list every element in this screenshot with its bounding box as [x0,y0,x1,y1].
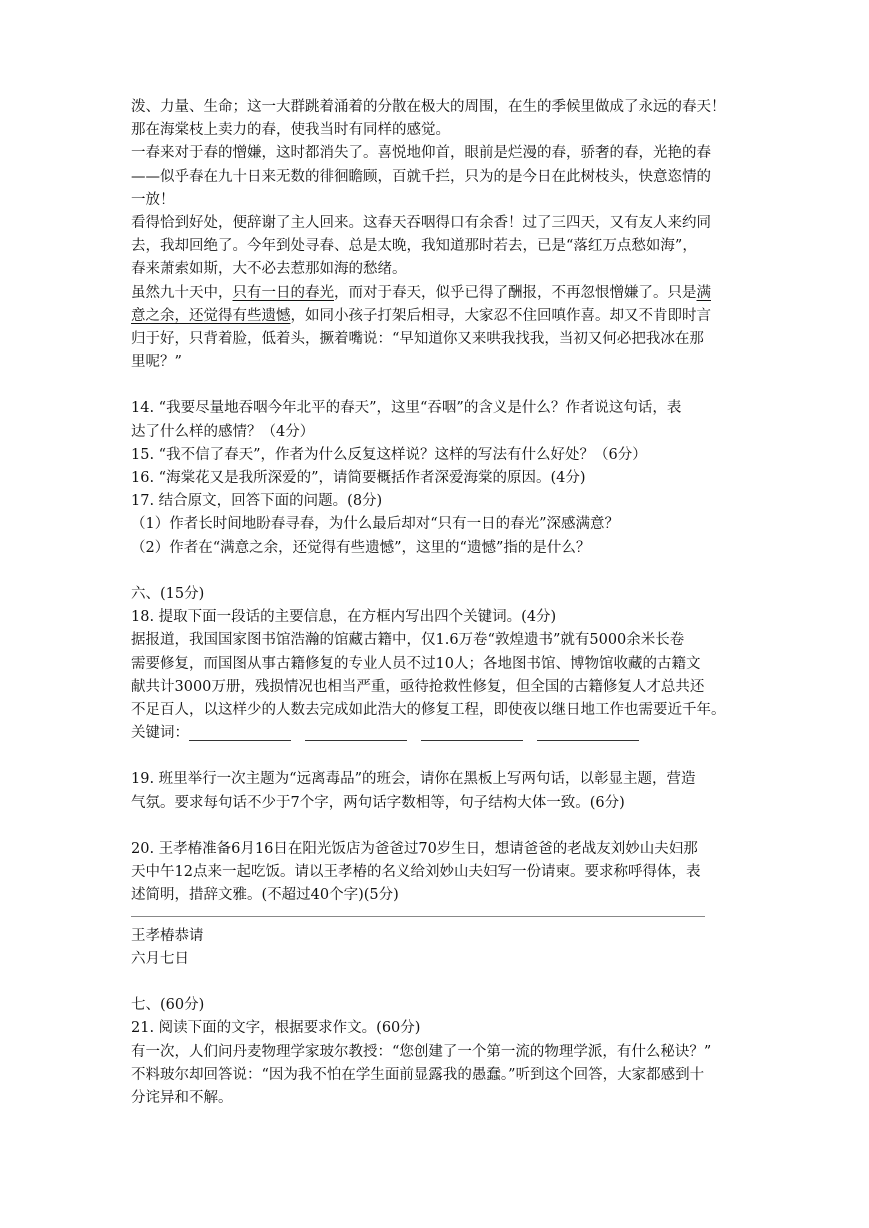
underlined-phrase: 意之余，还觉得有些遗憾 [131,307,291,324]
passage-line: 里呢？” [131,354,182,371]
question-17-part-2: （2）作者在“满意之余，还觉得有些遗憾”，这里的“遗憾”指的是什么？ [131,539,591,556]
document-page [131,96,741,1110]
question-14: 达了什么样的感情？（4分） [131,423,315,440]
question-20: 天中午12点来一起吃饭。请以王孝椿的名义给刘妙山夫妇写一份请柬。要求称呼得体，表 [131,864,701,881]
question-14: 14. “我要尽量地吞咽今年北平的春天”，这里“吞咽”的含义是什么？作者说这句话，表 [131,400,682,417]
question-18: 18. 提取下面一段话的主要信息，在方框内写出四个关键词。(4分) [131,609,557,626]
passage-line: 春来萧索如斯，大不必去惹那如海的愁绪。 [131,261,407,278]
underlined-phrase: 满 [696,284,711,301]
essay-prompt: 有一次，人们问丹麦物理学家玻尔教授：“您创建了一个第一流的物理学派，有什么秘诀？” [131,1043,712,1060]
passage-line: 一放！ [131,191,175,208]
keyword-blank[interactable] [537,726,639,741]
question-17-part-1: （1）作者长时间地盼春寻春，为什么最后却对“只有一日的春光”深感满意？ [131,516,620,533]
passage-line: ——似乎春在九十日来无数的徘徊瞻顾，百就千拦，只为的是今日在此树枝头，快意恣情的 [131,168,711,185]
section-heading: 六、(15分) [131,585,205,602]
reading-paragraph: 献共计3000万册，残损情况也相当严重，亟待抢救性修复，但全国的古籍修复人才总共还 [131,678,705,695]
passage-line: 一春来对于春的憎嫌，这时都消失了。喜悦地仰首，眼前是烂漫的春，骄奢的春，光艳的春 [131,145,711,162]
passage-line: 去，我却回绝了。今年到处寻春、总是太晚，我知道那时若去，已是“落红万点愁如海”， [131,238,697,255]
essay-prompt: 不料玻尔却回答说：“因为我不怕在学生面前显露我的愚蠢。”听到这个回答，大家都感到十 [131,1066,705,1083]
passage-line: 那在海棠枝上卖力的春，使我当时有同样的感觉。 [131,122,450,139]
keyword-blank[interactable] [421,726,523,741]
passage-line: 泼、力量、生命；这一大群跳着涌着的分散在极大的周围，在生的季候里做成了永远的春天！ [131,99,726,115]
keywords-label: 关键词： [131,725,189,742]
passage-line: 看得恰到好处，便辞谢了主人回来。这春天吞咽得口有余香！过了三四天，又有友人来约同 [131,214,711,231]
keyword-blank[interactable] [189,726,291,741]
question-19: 气氛。要求每句话不少于7个字，两句话字数相等，句子结构大体一致。(6分) [131,794,625,811]
question-19: 19. 班里举行一次主题为“远离毒品”的班会，请你在黑板上写两句话，以彰显主题，营造 [131,771,696,788]
keyword-blank[interactable] [305,726,407,741]
passage-line: 虽然九十天中，只有一日的春光，而对于春天，似乎已得了酬报，不再忽恨憎嫌了。只是满 [131,284,711,301]
keywords-row [131,722,741,745]
invitation-signature: 王孝椿恭请 [131,927,204,944]
question-17: 17. 结合原文，回答下面的问题。(8分) [131,493,383,510]
essay-prompt: 分诧异和不解。 [131,1089,233,1106]
invitation-date: 六月七日 [131,950,189,967]
answer-line[interactable] [131,908,741,925]
reading-paragraph: 需要修复，而国图从事古籍修复的专业人员不过10人；各地图书馆、博物馆收藏的古籍文 [131,655,701,672]
passage-line: 归于好，只背着脸，低着头，撅着嘴说：“早知道你又来哄我找我，当初又何必把我冰在那 [131,330,704,347]
passage-line: 意之余，还觉得有些遗憾，如同小孩子打架后相寻，大家忍不住回嗔作喜。却又不肯即时言 [131,307,711,324]
question-21: 21. 阅读下面的文字，根据要求作文。(60分) [131,1020,421,1037]
section-heading: 七、(60分) [131,997,205,1014]
reading-paragraph: 据报道，我国国家图书馆浩瀚的馆藏古籍中，仅1.6万卷“敦煌遗书”就有5000余米长卷 [131,632,685,649]
reading-paragraph: 不足百人，以这样少的人数去完成如此浩大的修复工程，即使夜以继日地工作也需要近千年。 [131,701,726,718]
underlined-phrase: 只有一日的春光 [232,284,334,301]
question-20: 20. 王孝椿准备6月16日在阳光饭店为爸爸过70岁生日，想请爸爸的老战友刘妙山夫妇那 [131,841,698,857]
question-20: 述简明，措辞文雅。(不超过40个字)(5分) [131,887,399,904]
question-16: 16. “海棠花又是我所深爱的”，请简要概括作者深爱海棠的原因。(4分) [131,470,586,486]
question-15: 15. “我不信了春天”，作者为什么反复这样说？这样的写法有什么好处？（6分） [131,446,647,463]
